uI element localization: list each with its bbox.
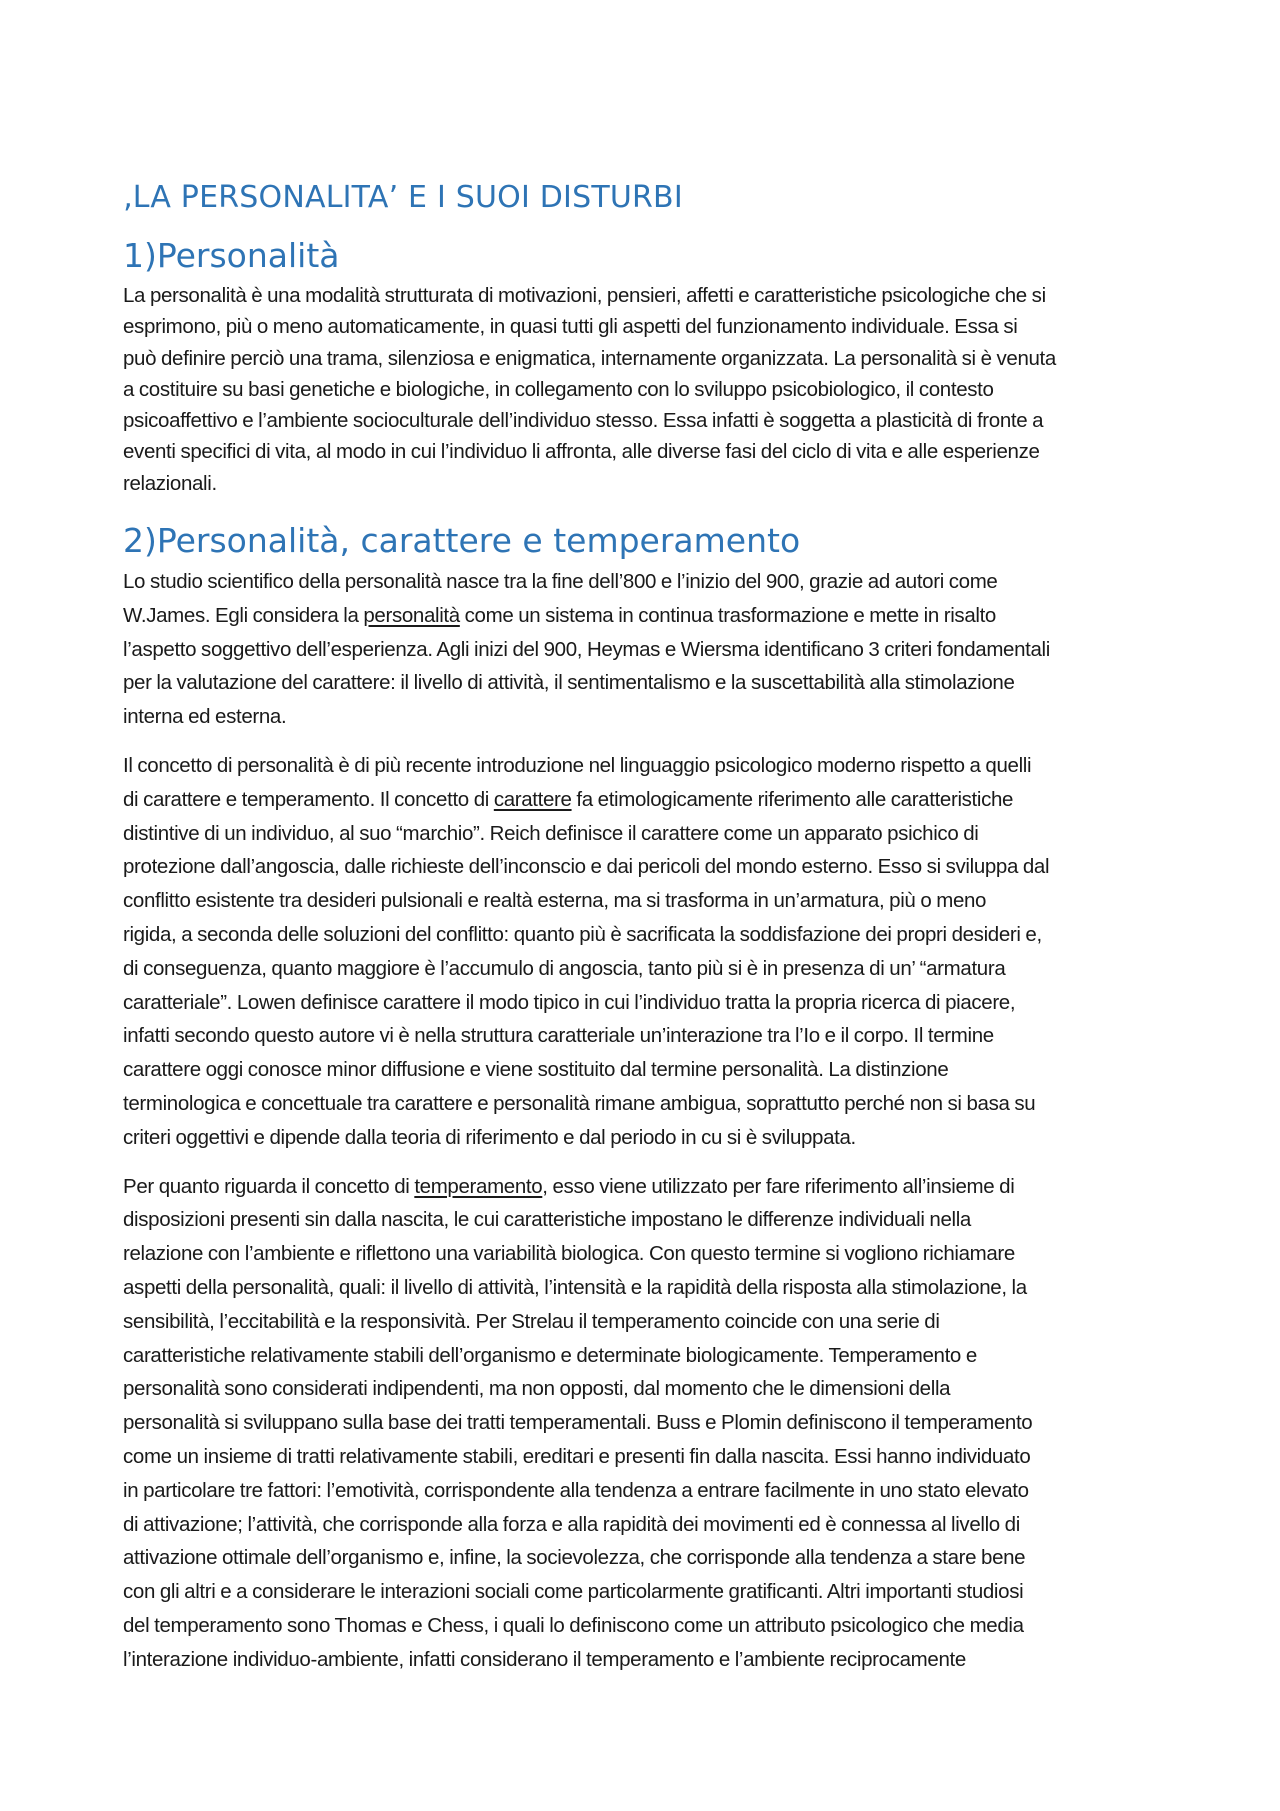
text-line: criteri oggettivi e dipende dalla teoria di riferimento e dal periodo in cu si è sviluppata. — [123, 1125, 856, 1149]
text-line: può definire perciò una trama, silenziosa e enigmatica, internamente organizzata. La personalità si è venuta — [123, 346, 1056, 370]
text-line: eventi specifici di vita, al modo in cui l’individuo li affronta, alle diverse fasi del ciclo di vita e alle esperienze — [123, 440, 1040, 464]
paragraph-temperamento — [123, 1170, 1168, 1677]
text-line: conflitto esistente tra desideri pulsionali e realtà esterna, ma si trasforma in un’armatura, più o meno — [123, 889, 987, 913]
text-segment: come un sistema in continua trasformazione e mette in risalto — [459, 603, 996, 627]
document-body — [123, 178, 1168, 1677]
text-line: aspetti della personalità, quali: il livello di attività, l’intensità e la rapidità della risposta alla stimolazione, la — [123, 1276, 1027, 1300]
text-line: come un insieme di tratti relativamente stabili, ereditari e presenti fin dalla nascita. Essi hanno individuato — [123, 1445, 1031, 1468]
underlined-term-carattere: carattere — [493, 787, 572, 811]
text-line: caratteristiche relativamente stabili dell’organismo e determinate biologicamente. Temperamento e — [123, 1343, 977, 1367]
text-segment: W.James. Egli considera la — [123, 603, 364, 627]
underlined-term-temperamento: temperamento — [414, 1174, 543, 1198]
text-line: esprimono, più o meno automaticamente, in quasi tutti gli aspetti del funzionamento individuale. Essa si — [123, 315, 1018, 339]
text-line: distintive di un individuo, al suo “marchio”. Reich definisce il carattere come un apparato psichico di — [123, 821, 979, 845]
underlined-term-personalita: personalità — [363, 603, 460, 627]
text-line: attivazione ottimale dell’organismo e, infine, la socievolezza, che corrisponde alla tendenza a stare bene — [123, 1546, 1026, 1570]
paragraph-studio-scientifico — [123, 565, 1168, 734]
text-segment: di carattere e temperamento. Il concetto di — [123, 787, 494, 811]
text-segment: fa etimologicamente riferimento alle caratteristiche — [571, 787, 1014, 811]
text-line: Lo studio scientifico della personalità nasce tra la fine dell’800 e l’inizio del 900, grazie ad autori come — [123, 570, 998, 594]
text-line: a costituire su basi genetiche e biologiche, in collegamento con lo sviluppo psicobiologico, il contesto — [123, 377, 994, 401]
text-line: del temperamento sono Thomas e Chess, i quali lo definiscono come un attributo psicologico che media — [123, 1613, 1024, 1637]
text-line: personalità si sviluppano sulla base dei tratti temperamentali. Buss e Plomin definiscono il temperamento — [123, 1411, 1033, 1435]
text-line — [123, 783, 1168, 817]
text-line: con gli altri e a considerare le interazioni sociali come particolarmente gratificanti. Altri importanti studiosi — [123, 1580, 1024, 1604]
paragraph-carattere — [123, 749, 1168, 1155]
document-title: ‚LA PERSONALITA’ E I SUOI DISTURBI — [123, 180, 683, 215]
text-line: carattere oggi conosce minor diffusione e viene sostituito dal termine personalità. La distinzione — [123, 1058, 949, 1082]
text-line: caratteriale”. Lowen definisce carattere il modo tipico in cui l’individuo tratta la propria ricerca di piacere, — [123, 990, 1016, 1014]
text-line: relazionali. — [123, 471, 217, 495]
text-line: personalità sono considerati indipendenti, ma non opposti, dal momento che le dimensioni della — [123, 1377, 951, 1401]
text-line: infatti secondo questo autore vi è nella struttura caratteriale un’interazione tra l’Io e il corpo. Il termine — [123, 1024, 994, 1048]
text-line: l’aspetto soggettivo dell’esperienza. Agli inizi del 900, Heymas e Wiersma identificano 3 criteri fondamentali — [123, 637, 1050, 661]
text-line: Il concetto di personalità è di più recente introduzione nel linguaggio psicologico moderno rispetto a quelli — [123, 754, 1032, 778]
text-line: per la valutazione del carattere: il livello di attività, il sentimentalismo e la suscettabilità alla stimolazione — [123, 671, 1015, 695]
text-line: psicoaffettivo e l’ambiente socioculturale dell’individuo stesso. Essa infatti è soggetta a plasticità di fronte a — [123, 409, 1044, 433]
text-segment: Per quanto riguarda il concetto di — [123, 1174, 415, 1198]
text-line: di attivazione; l’attività, che corrisponde alla forza e alla rapidità dei movimenti ed è connessa al livello di — [123, 1512, 1020, 1536]
text-line: protezione dall’angoscia, dalle richieste dell’inconscio e dai pericoli del mondo esterno. Esso si sviluppa dal — [123, 855, 1050, 879]
text-line: di conseguenza, quanto maggiore è l’accumulo di angoscia, tanto più si è in presenza di un’ “armatura — [123, 956, 1006, 980]
text-line: rigida, a seconda delle soluzioni del conflitto: quanto più è sacrificata la soddisfazione dei propri desideri e, — [123, 923, 1042, 947]
text-line: relazione con l’ambiente e riflettono una variabilità biologica. Con questo termine si vogliono richiamare — [123, 1242, 1015, 1266]
text-line: in particolare tre fattori: l’emotività, corrispondente alla tendenza a entrare facilmente in uno stato elevato — [123, 1478, 1029, 1502]
text-line: terminologica e concettuale tra carattere e personalità rimane ambigua, soprattutto perché non si basa su — [123, 1092, 1036, 1116]
text-line: sensibilità, l’eccitabilità e la responsività. Per Strelau il temperamento coincide con una serie di — [123, 1309, 940, 1333]
text-line — [123, 599, 1168, 633]
section-heading-personalita: 1)Personalità — [123, 236, 340, 275]
paragraph-personalita — [123, 280, 1168, 499]
text-line: l’interazione individuo-ambiente, infatti considerano il temperamento e l’ambiente reciprocamente — [123, 1647, 966, 1671]
text-line: interna ed esterna. — [123, 705, 287, 729]
text-line: disposizioni presenti sin dalla nascita, le cui caratteristiche impostano le differenze individuali nella — [123, 1208, 971, 1232]
text-line — [123, 1170, 1168, 1204]
section-heading-carattere-temperamento: 2)Personalità, carattere e temperamento — [123, 521, 801, 561]
text-line: La personalità è una modalità strutturata di motivazioni, pensieri, affetti e caratteristiche psicologiche che si — [123, 284, 1046, 307]
text-segment: , esso viene utilizzato per fare riferimento all’insieme di — [542, 1174, 1015, 1198]
